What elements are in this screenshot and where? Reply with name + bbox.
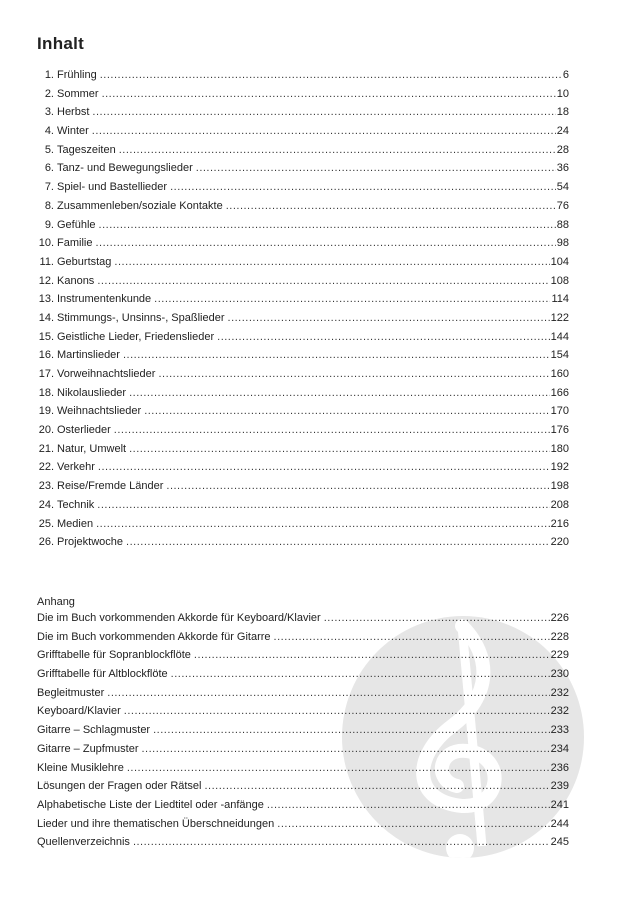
entry-number: 19. — [38, 405, 54, 418]
entry-title: Technik — [57, 498, 95, 511]
entry-page: 176 — [550, 424, 569, 437]
entry-page: 244 — [550, 817, 569, 830]
dot-leader — [119, 144, 556, 156]
appendix-entry — [37, 649, 569, 668]
entry-page: 154 — [550, 349, 569, 362]
page-title: Inhalt — [37, 34, 85, 53]
appendix-heading: Anhang — [37, 596, 75, 608]
dot-leader — [114, 424, 550, 436]
entry-title: Gitarre – Zupfmuster — [37, 742, 139, 755]
entry-page: 236 — [550, 761, 569, 774]
toc-entry — [37, 162, 569, 181]
appendix-entry — [37, 612, 569, 631]
toc-entry — [37, 499, 569, 518]
entry-title: Sommer — [57, 87, 99, 100]
entry-page: 6 — [562, 69, 569, 81]
toc-entry — [37, 331, 569, 350]
entry-title: Geistliche Lieder, Friedenslieder — [57, 330, 215, 343]
dot-leader — [92, 125, 556, 137]
entry-title: Frühling — [57, 69, 97, 81]
toc-entry — [37, 443, 569, 462]
entry-page: 241 — [550, 798, 569, 811]
entry-title: Grifftabelle für Altblockflöte — [37, 668, 168, 681]
dot-leader — [97, 499, 549, 511]
entry-title: Gitarre – Schlagmuster — [37, 724, 151, 737]
toc-entry — [37, 275, 569, 294]
entry-page: 88 — [556, 218, 569, 231]
entry-number: 16. — [38, 349, 54, 362]
entry-number: 9. — [44, 218, 54, 231]
entry-number: 20. — [38, 424, 54, 437]
entry-title: Stimmungs-, Unsinns-, Spaßlieder — [57, 311, 225, 324]
entry-title: Natur, Umwelt — [57, 442, 127, 455]
entry-title: Gefühle — [57, 218, 96, 231]
toc-entry — [37, 349, 569, 368]
entry-page: 114 — [551, 293, 569, 306]
entry-number: 15. — [38, 330, 54, 343]
toc-entry — [37, 256, 569, 275]
toc-entry — [37, 480, 569, 499]
dot-leader — [226, 200, 556, 212]
toc-entry — [37, 461, 569, 480]
dot-leader — [97, 275, 549, 287]
dot-leader — [129, 387, 550, 399]
entry-page: 180 — [550, 442, 569, 455]
entry-number: 18. — [38, 386, 54, 399]
entry-title: Martinslieder — [57, 349, 120, 362]
entry-title: Instrumentenkunde — [57, 293, 152, 306]
entry-number: 7. — [44, 181, 54, 194]
dot-leader — [194, 649, 550, 661]
entry-number: 21. — [38, 442, 54, 455]
entry-page: 98 — [556, 237, 569, 250]
entry-page: 232 — [550, 686, 569, 699]
appendix-entry — [37, 743, 569, 762]
contents-list — [37, 69, 569, 555]
entry-page: 10 — [556, 87, 569, 100]
entry-title: Die im Buch vorkommenden Akkorde für Keyboard/Klavier — [37, 612, 321, 624]
dot-leader — [100, 69, 562, 81]
toc-entry — [37, 536, 569, 555]
entry-number: 11. — [39, 255, 54, 268]
entry-page: 220 — [550, 536, 569, 549]
toc-entry — [37, 200, 569, 219]
entry-number: 3. — [44, 106, 54, 119]
entry-title: Projektwoche — [57, 536, 124, 549]
entry-page: 28 — [556, 143, 569, 156]
entry-number: 4. — [44, 125, 54, 138]
entry-title: Alphabetische Liste der Liedtitel oder -anfänge — [37, 798, 264, 811]
entry-title: Spiel- und Bastellieder — [57, 181, 168, 194]
dot-leader — [124, 705, 550, 717]
entry-title: Winter — [57, 125, 89, 138]
entry-title: Keyboard/Klavier — [37, 705, 121, 718]
dot-leader — [123, 349, 550, 361]
entry-page: 166 — [550, 386, 569, 399]
entry-page: 24 — [556, 125, 569, 138]
dot-leader — [127, 762, 550, 774]
entry-page: 208 — [550, 498, 569, 511]
entry-page: 229 — [550, 649, 569, 662]
appendix-entry — [37, 687, 569, 706]
entry-title: Vorweihnachtslieder — [57, 368, 156, 380]
appendix-entry — [37, 762, 569, 781]
entry-title: Kleine Musiklehre — [37, 761, 124, 774]
toc-entry — [37, 387, 569, 406]
entry-page: 170 — [550, 405, 569, 418]
entry-page: 160 — [550, 368, 569, 380]
toc-entry — [37, 293, 569, 312]
dot-leader — [267, 799, 550, 811]
entry-number: 25. — [38, 517, 54, 530]
entry-page: 192 — [550, 461, 569, 474]
toc-entry — [37, 237, 569, 256]
appendix-entry — [37, 724, 569, 743]
entry-number: 10. — [38, 237, 54, 250]
entry-page: 228 — [550, 630, 569, 643]
appendix-entry — [37, 799, 569, 818]
dot-leader — [196, 162, 556, 174]
dot-leader — [141, 743, 549, 755]
toc-entry — [37, 312, 569, 331]
dot-leader — [126, 536, 550, 548]
toc-entry — [37, 88, 569, 107]
entry-number: 12. — [38, 274, 54, 287]
entry-number: 23. — [38, 480, 54, 493]
dot-leader — [154, 293, 550, 305]
entry-page: 234 — [550, 742, 569, 755]
entry-number: 2. — [44, 87, 54, 100]
entry-page: 245 — [550, 836, 569, 849]
toc-entry — [37, 405, 569, 424]
entry-page: 239 — [550, 780, 569, 793]
entry-title: Verkehr — [57, 461, 95, 474]
entry-number: 24. — [38, 498, 54, 511]
entry-number: 8. — [44, 199, 54, 212]
dot-leader — [144, 405, 549, 417]
dot-leader — [114, 256, 549, 268]
toc-entry — [37, 144, 569, 163]
dot-leader — [133, 836, 550, 848]
entry-title: Die im Buch vorkommenden Akkorde für Gitarre — [37, 630, 271, 643]
entry-title: Osterlieder — [57, 424, 111, 437]
entry-title: Familie — [57, 237, 93, 250]
entry-title: Grifftabelle für Sopranblockflöte — [37, 649, 191, 662]
dot-leader — [92, 106, 555, 118]
dot-leader — [107, 687, 549, 699]
dot-leader — [129, 443, 550, 455]
dot-leader — [99, 219, 556, 231]
entry-page: 198 — [550, 480, 569, 493]
dot-leader — [217, 331, 550, 343]
entry-page: 122 — [550, 311, 569, 324]
dot-leader — [96, 518, 550, 530]
dot-leader — [98, 461, 550, 473]
appendix-entry — [37, 668, 569, 687]
appendix-entry — [37, 631, 569, 650]
toc-entry — [37, 106, 569, 125]
entry-page: 226 — [550, 612, 569, 624]
entry-title: Zusammenleben/soziale Kontakte — [57, 199, 223, 212]
entry-title: Quellenverzeichnis — [37, 836, 130, 849]
dot-leader — [171, 668, 550, 680]
entry-title: Medien — [57, 517, 94, 530]
entry-title: Begleitmuster — [37, 686, 105, 699]
entry-page: 36 — [556, 162, 569, 175]
toc-entry — [37, 424, 569, 443]
appendix-entry — [37, 818, 569, 837]
dot-leader — [102, 88, 556, 100]
entry-page: 216 — [550, 517, 569, 530]
entry-page: 233 — [550, 724, 569, 737]
toc-entry — [37, 69, 569, 88]
entry-title: Kanons — [57, 274, 95, 287]
toc-entry — [37, 125, 569, 144]
entry-page: 54 — [556, 181, 569, 194]
toc-entry — [37, 518, 569, 537]
appendix-entry — [37, 705, 569, 724]
toc-entry — [37, 181, 569, 200]
entry-page: 18 — [556, 106, 569, 119]
dot-leader — [158, 368, 549, 380]
entry-title: Lösungen der Fragen oder Rätsel — [37, 780, 202, 793]
entry-number: 17. — [38, 368, 54, 380]
dot-leader — [170, 181, 556, 193]
entry-number: 26. — [38, 536, 54, 549]
appendix-entry — [37, 836, 569, 855]
dot-leader — [324, 612, 550, 624]
dot-leader — [277, 818, 549, 830]
entry-number: 1. — [44, 69, 54, 81]
entry-title: Nikolauslieder — [57, 386, 127, 399]
dot-leader — [166, 480, 549, 492]
entry-page: 76 — [556, 199, 569, 212]
entry-page: 104 — [550, 255, 569, 268]
entry-title: Lieder und ihre thematischen Überschneidungen — [37, 817, 275, 830]
entry-title: Reise/Fremde Länder — [57, 480, 164, 493]
dot-leader — [95, 237, 555, 249]
appendix-list — [37, 612, 569, 855]
entry-number: 14. — [38, 311, 54, 324]
entry-title: Geburtstag — [57, 255, 112, 268]
entry-page: 230 — [550, 668, 569, 681]
entry-number: 22. — [38, 461, 54, 474]
entry-title: Tanz- und Bewegungslieder — [57, 162, 193, 175]
dot-leader — [228, 312, 550, 324]
dot-leader — [153, 724, 550, 736]
entry-number: 6. — [44, 162, 54, 175]
dot-leader — [205, 780, 550, 792]
entry-number: 13. — [38, 293, 54, 306]
appendix-entry — [37, 780, 569, 799]
entry-number: 5. — [44, 143, 54, 156]
toc-entry — [37, 219, 569, 238]
toc-entry — [37, 368, 569, 387]
entry-page: 144 — [550, 330, 569, 343]
entry-page: 232 — [550, 705, 569, 718]
entry-page: 108 — [550, 274, 569, 287]
entry-title: Weihnachtslieder — [57, 405, 142, 418]
entry-title: Tageszeiten — [57, 143, 116, 156]
dot-leader — [274, 631, 550, 643]
entry-title: Herbst — [57, 106, 90, 119]
